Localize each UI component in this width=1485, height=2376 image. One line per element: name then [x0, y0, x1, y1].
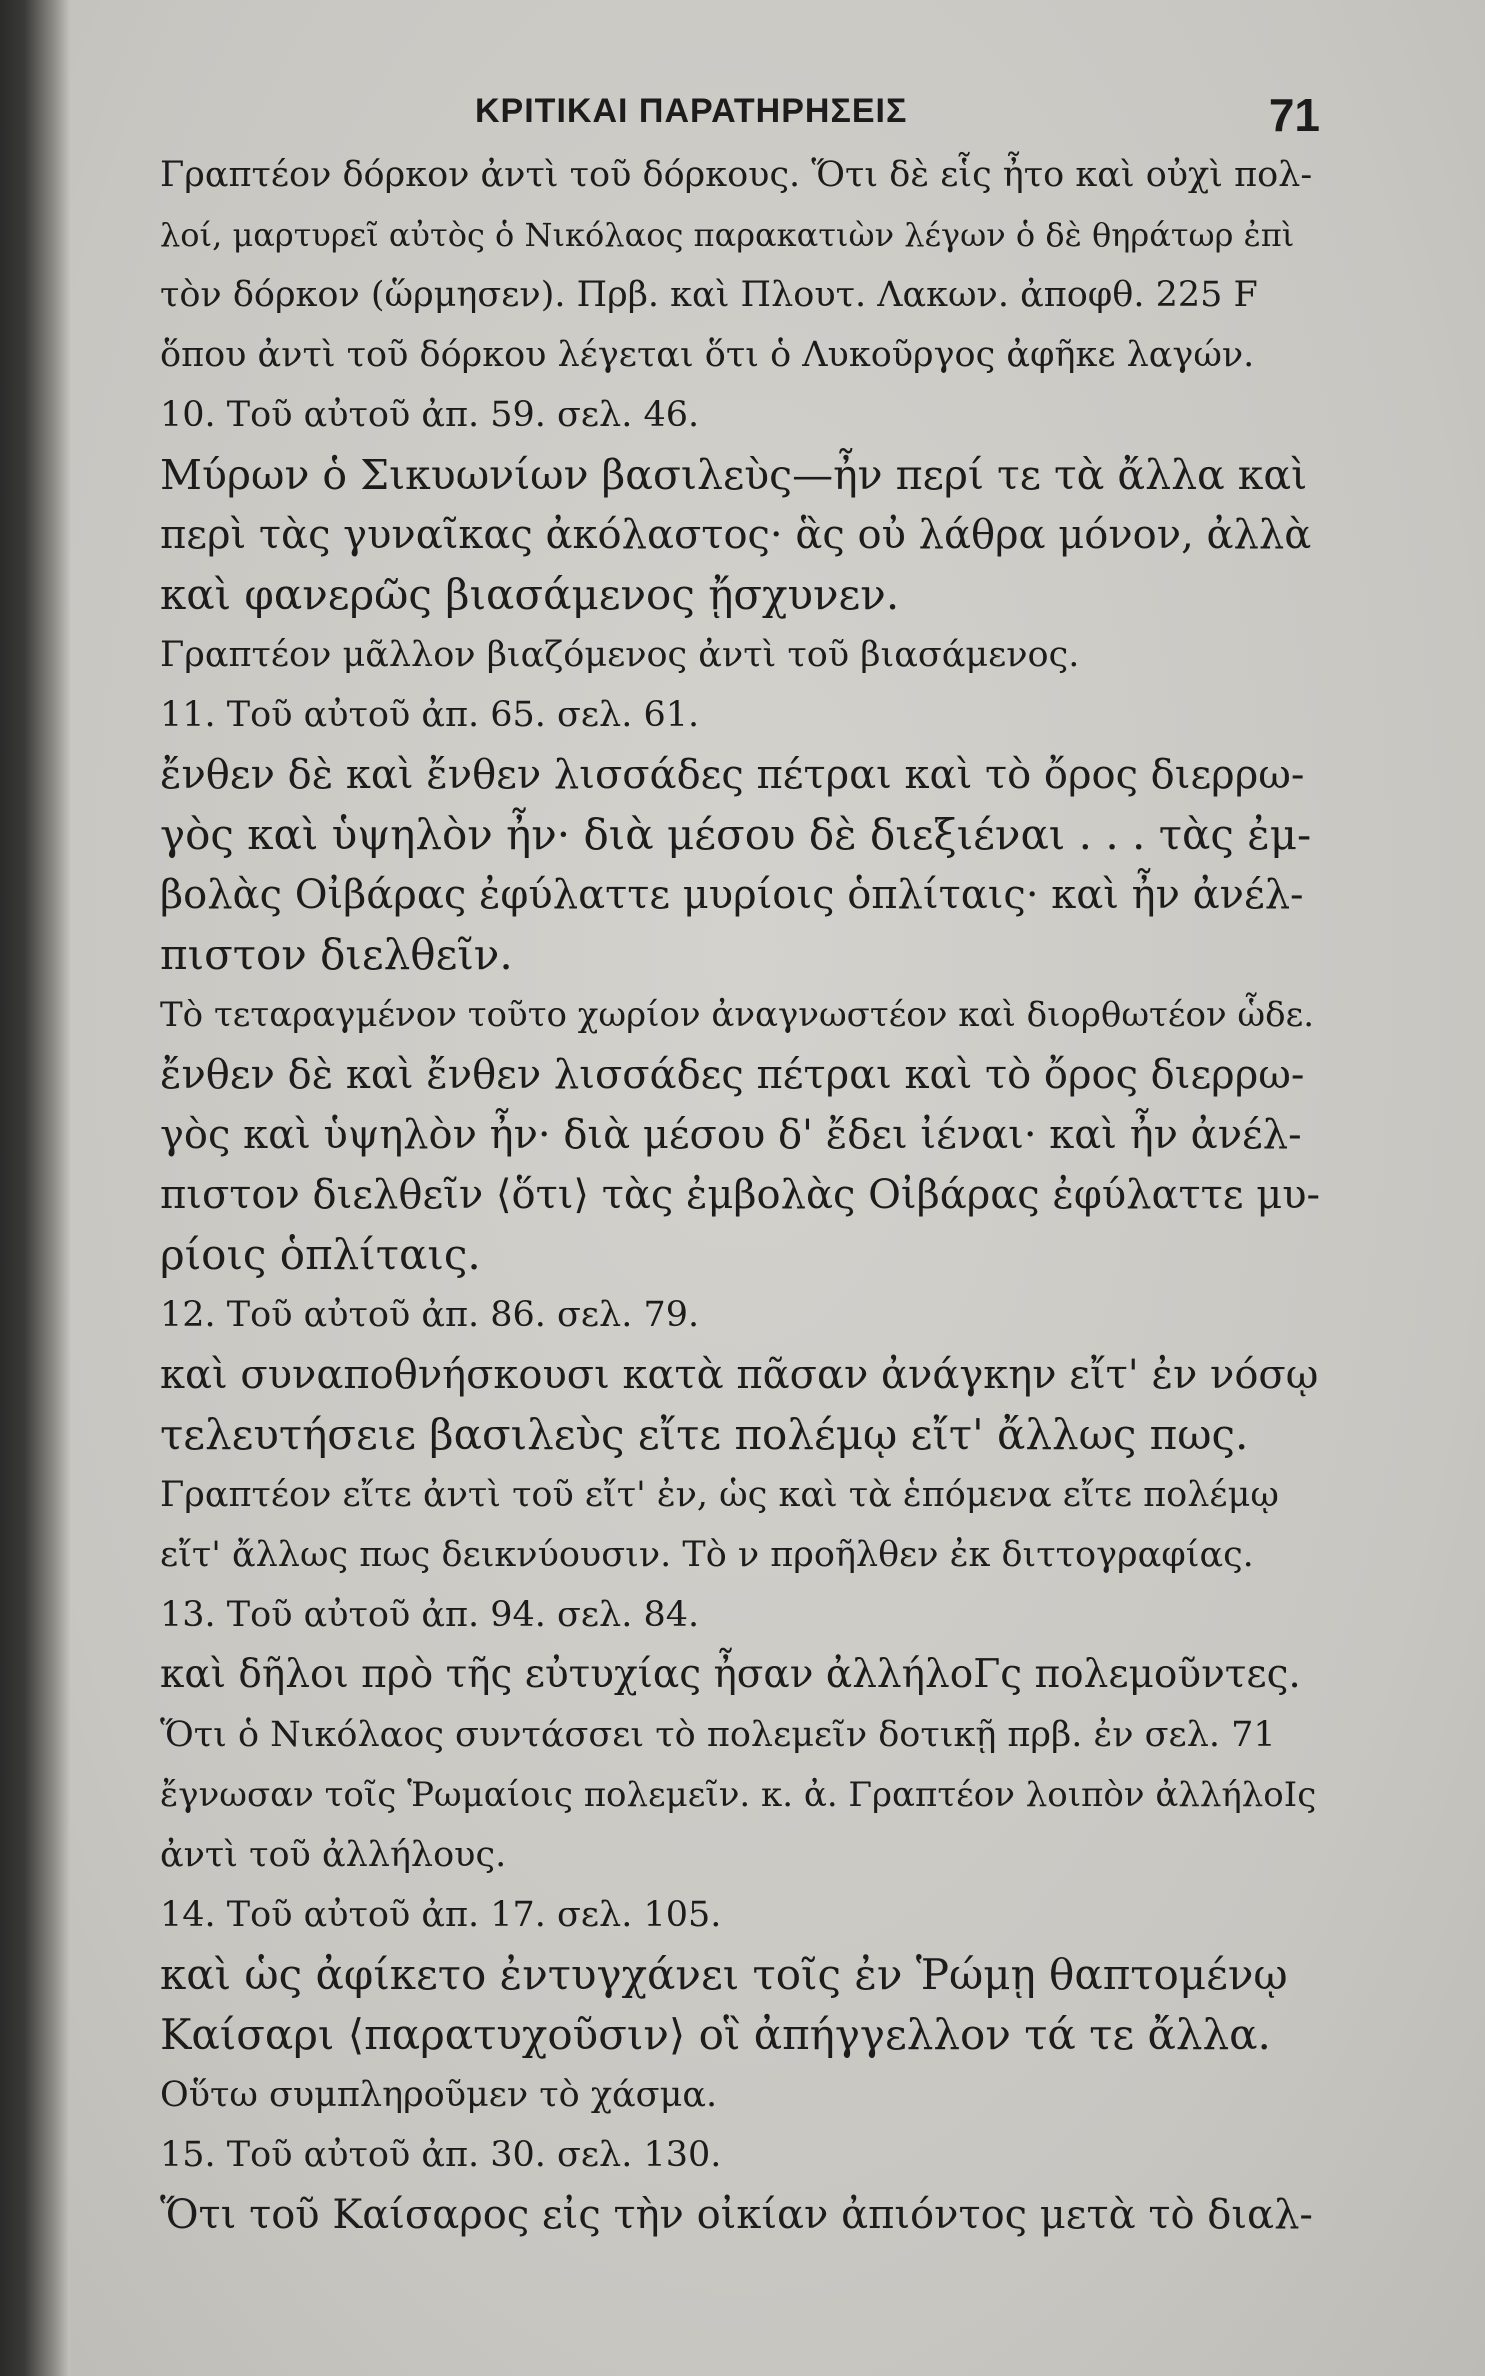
text-line: Οὕτω συμπληροῦμεν τὸ χάσμα. — [160, 2075, 718, 2115]
text-line: ἀντὶ τοῦ ἀλλήλους. — [160, 1835, 507, 1875]
page-number: 71 — [1268, 89, 1320, 141]
text-line: καὶ συναποθνήσκουσι κατὰ πᾶσαν ἀνάγκην εἴτ' ἐν νόσῳ — [160, 1352, 1319, 1398]
running-header — [160, 89, 1320, 152]
text-line: γὸς καὶ ὑψηλὸν ἦν· διὰ μέσου δὲ διεξιέναι . . . τὰς ἐμ- — [160, 810, 1312, 859]
text-line: ἔνθεν δὲ καὶ ἔνθεν λισσάδες πέτραι καὶ τὸ ὄρος διερρω- — [160, 752, 1305, 798]
text-line: λοί, μαρτυρεῖ αὐτὸς ὁ Νικόλαος παρακατιὼν λέγων ὁ δὲ θηράτωρ ἐπὶ — [160, 216, 1295, 254]
text-line: καὶ φανερῶς βιασάμενος ᾔσχυνεν. — [160, 570, 900, 619]
text-line: Ὅτι ὁ Νικόλαος συντάσσει τὸ πολεμεῖν δοτικῇ πρβ. ἐν σελ. 71 — [160, 1715, 1276, 1755]
text-line: ὅπου ἀντὶ τοῦ δόρκου λέγεται ὅτι ὁ Λυκοῦργος ἀφῆκε λαγών. — [160, 335, 1255, 375]
text-line: Τὸ τεταραγμένον τοῦτο χωρίον ἀναγνωστέον καὶ διορθωτέον ὧδε. — [160, 995, 1315, 1035]
text-line: 10. Τοῦ αὐτοῦ ἀπ. 59. σελ. 46. — [160, 395, 700, 435]
text-line: καὶ ὡς ἀφίκετο ἐντυγχάνει τοῖς ἐν Ῥώμῃ θαπτομένῳ — [160, 1950, 1288, 1999]
text-line: Ὅτι τοῦ Καίσαρος εἰς τὴν οἰκίαν ἀπιόντος μετὰ τὸ διαλ- — [160, 2192, 1313, 2238]
text-line: Καίσαρι ⟨παρατυχοῦσιν⟩ οἳ ἀπήγγελλον τά τε ἄλλα. — [160, 2010, 1271, 2059]
book-gutter-shadow — [0, 0, 70, 2376]
text-line: 12. Τοῦ αὐτοῦ ἀπ. 86. σελ. 79. — [160, 1295, 700, 1335]
text-line: 15. Τοῦ αὐτοῦ ἀπ. 30. σελ. 130. — [160, 2135, 722, 2175]
text-line: Γραπτέον μᾶλλον βιαζόμενος ἀντὶ τοῦ βιασάμενος. — [160, 635, 1080, 675]
text-line: Γραπτέον εἴτε ἀντὶ τοῦ εἴτ' ἐν, ὡς καὶ τὰ ἑπόμενα εἴτε πολέμῳ — [160, 1475, 1279, 1515]
text-line: 11. Τοῦ αὐτοῦ ἀπ. 65. σελ. 61. — [160, 695, 700, 735]
text-line: πιστον διελθεῖν. — [160, 930, 513, 979]
text-line: ἔνθεν δὲ καὶ ἔνθεν λισσάδες πέτραι καὶ τὸ ὄρος διερρω- — [160, 1052, 1305, 1098]
text-line: βολὰς Οἰβάρας ἐφύλαττε μυρίοις ὁπλίταις· καὶ ἦν ἀνέλ- — [160, 872, 1304, 918]
text-line: 13. Τοῦ αὐτοῦ ἀπ. 94. σελ. 84. — [160, 1595, 700, 1635]
running-title: ΚΡΙΤΙΚΑΙ ΠΑΡΑΤΗΡΗΣΕΙΣ — [475, 92, 908, 130]
text-line: Μύρων ὁ Σικυωνίων βασιλεὺς—ἦν περί τε τὰ ἄλλα καὶ — [160, 451, 1308, 499]
text-line: περὶ τὰς γυναῖκας ἀκόλαστος· ἃς οὐ λάθρα μόνον, ἀλλὰ — [160, 512, 1312, 558]
text-line: γὸς καὶ ὑψηλὸν ἦν· διὰ μέσου δ' ἔδει ἰέναι· καὶ ἦν ἀνέλ- — [160, 1112, 1302, 1158]
text-line: ἔγνωσαν τοῖς Ῥωμαίοις πολεμεῖν. κ. ἀ. Γραπτέον λοιπὸν ἀλλήλοΙς — [160, 1775, 1317, 1815]
text-line: πιστον διελθεῖν ⟨ὅτι⟩ τὰς ἐμβολὰς Οἰβάρας ἐφύλαττε μυ- — [160, 1172, 1320, 1218]
text-line: Γραπτέον δόρκον ἀντὶ τοῦ δόρκους. Ὅτι δὲ εἷς ἦτο καὶ οὐχὶ πολ- — [160, 155, 1313, 195]
text-line: εἴτ' ἄλλως πως δεικνύουσιν. Τὸ ν προῆλθεν ἐκ διττογραφίας. — [160, 1535, 1254, 1575]
text-line: τελευτήσειε βασιλεὺς εἴτε πολέμῳ εἴτ' ἄλλως πως. — [160, 1410, 1249, 1459]
text-line: ρίοις ὁπλίταις. — [160, 1230, 481, 1279]
text-line: καὶ δῆλοι πρὸ τῆς εὐτυχίας ἦσαν ἀλλήλοΓς πολεμοῦντες. — [160, 1652, 1301, 1697]
text-line: 14. Τοῦ αὐτοῦ ἀπ. 17. σελ. 105. — [160, 1895, 722, 1935]
text-line: τὸν δόρκον (ὥρμησεν). Πρβ. καὶ Πλουτ. Λακων. ἀποφθ. 225 F — [160, 275, 1258, 315]
text-body — [160, 145, 1320, 2245]
